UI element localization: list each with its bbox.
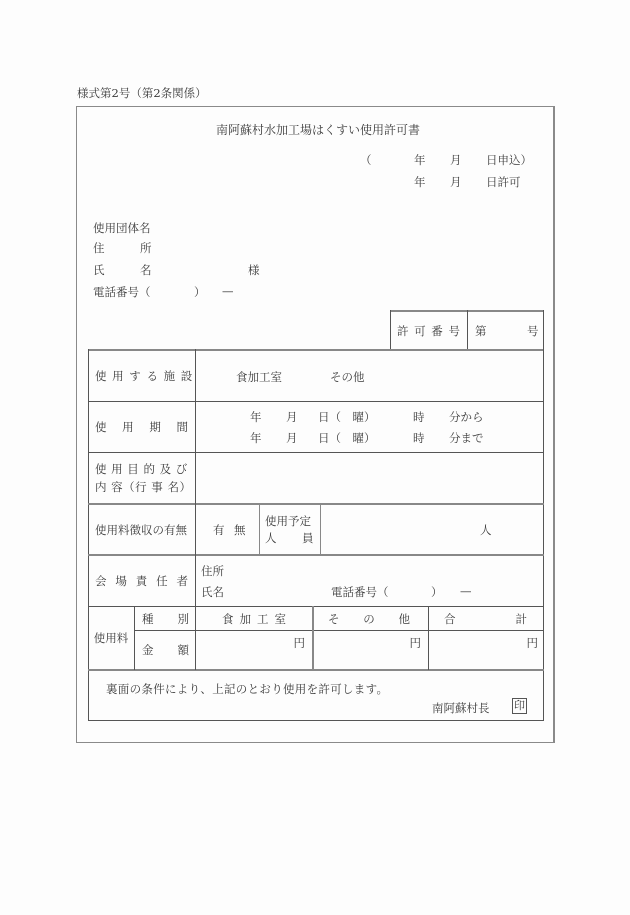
honorific: 様 <box>248 263 260 277</box>
document-title: 南阿蘇村水加工場はくすい使用許可書 <box>216 123 421 137</box>
type-label: 種 別 <box>142 611 189 626</box>
facility-label: 使 用 す る 施 設 <box>95 368 194 383</box>
usage-fee-label: 使用料 <box>93 631 129 645</box>
facility-option-other[interactable]: その他 <box>330 370 365 384</box>
planned-persons-label: 使用予定 <box>265 514 311 528</box>
permit-number-label: 許 可 番 号 <box>397 324 461 338</box>
fee-option-yes[interactable]: 有 <box>213 523 225 537</box>
venue-manager-label: 会 場 責 任 者 <box>95 574 188 588</box>
fee-header-total: 合 計 <box>444 611 527 626</box>
manager-phone-label: 電話番号（ <box>331 585 389 599</box>
fee-collection-label: 使用料徴収の有無 <box>95 523 187 537</box>
phone-label: 電話番号（ <box>93 285 151 299</box>
issuer-title: 南阿蘇村長 <box>432 701 490 715</box>
purpose-field[interactable] <box>196 453 543 503</box>
group-name-label: 使用団体名 <box>93 221 151 235</box>
fee-option-no[interactable]: 無 <box>234 523 246 537</box>
persons-unit: 人 <box>480 523 492 537</box>
name-label: 氏 <box>93 263 105 277</box>
fee-amount-total[interactable]: 円 <box>526 636 538 650</box>
fee-amount-food-room[interactable]: 円 <box>293 636 305 650</box>
seal-mark: 印 <box>514 699 525 712</box>
amount-label: 金 額 <box>142 643 189 657</box>
fee-amount-other[interactable]: 円 <box>409 636 421 650</box>
address-label: 住 <box>93 241 105 255</box>
facility-option-food-room[interactable]: 食加工室 <box>236 370 282 384</box>
form-number: 様式第2号（第2条関係） <box>77 86 207 100</box>
manager-name-label: 氏名 <box>201 585 224 599</box>
fee-header-other: そ の 他 <box>328 611 410 626</box>
manager-address-label: 住所 <box>201 564 224 578</box>
permit-statement: 裏面の条件により、上記のとおり使用を許可します。 <box>106 682 389 696</box>
period-label: 使 用 期 間 <box>95 420 188 434</box>
fee-header-food-room: 食 加 工 室 <box>222 611 286 626</box>
